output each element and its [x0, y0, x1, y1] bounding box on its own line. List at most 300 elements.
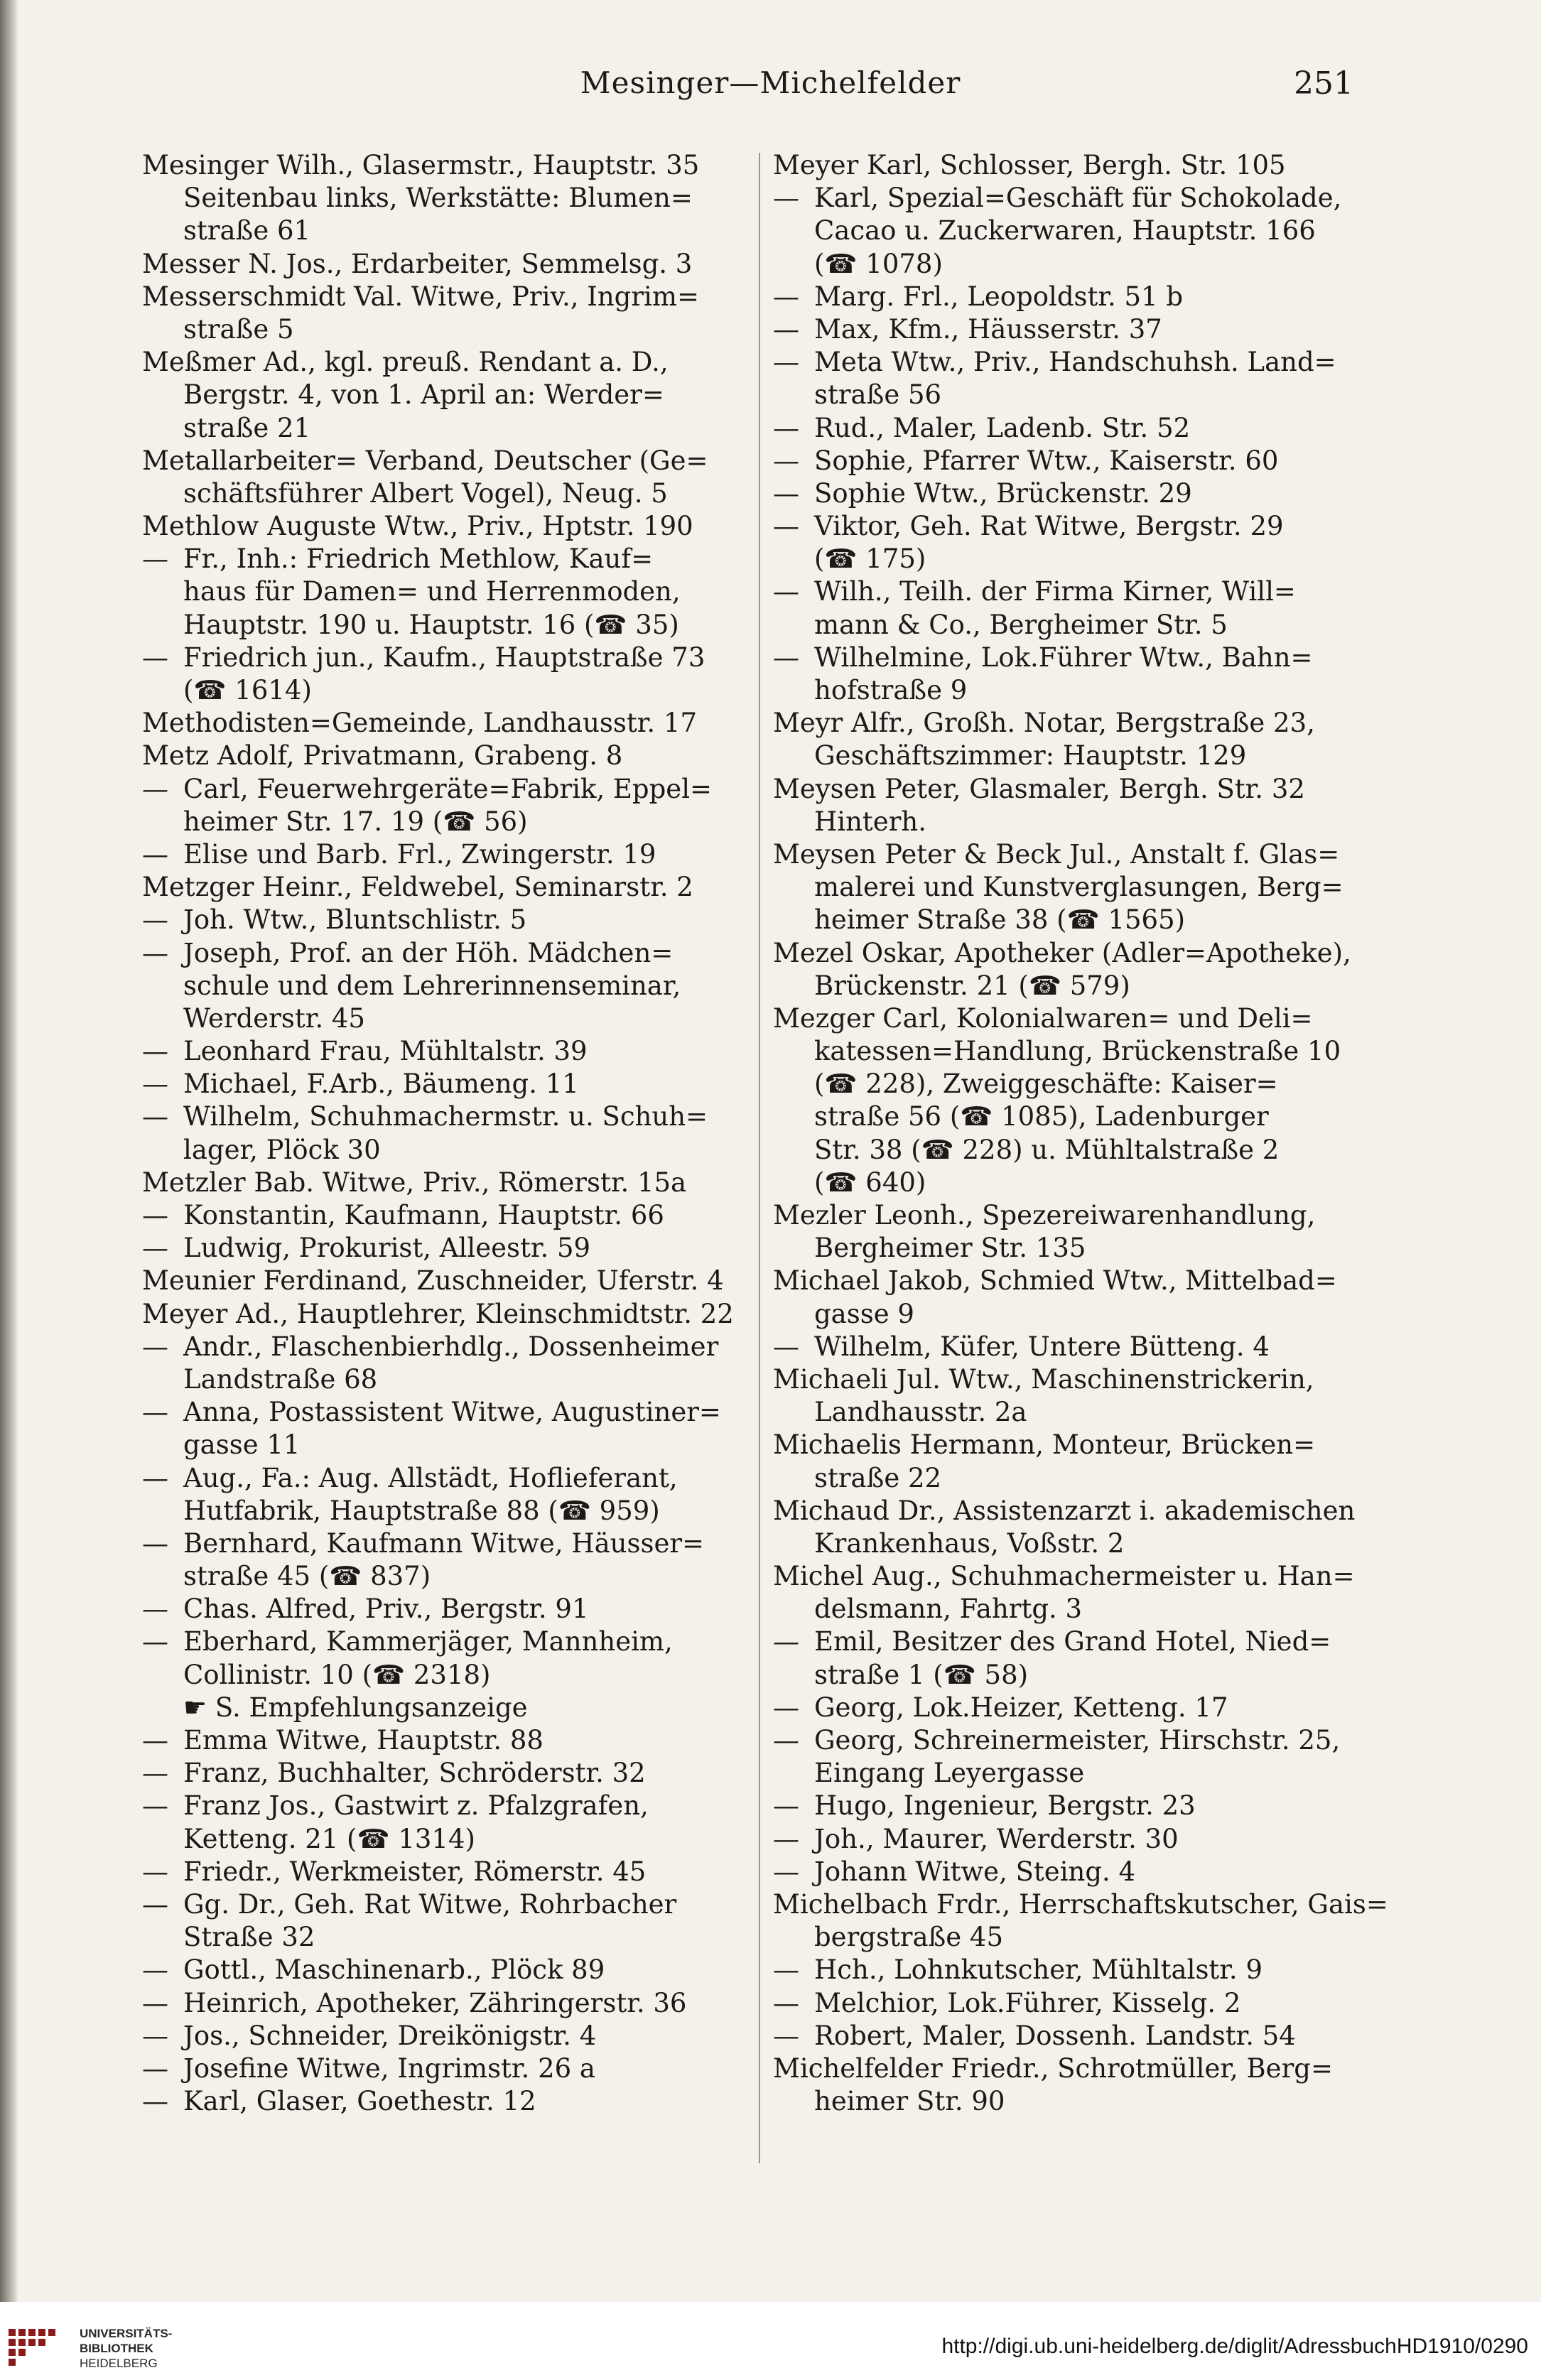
- directory-entry-continuation: [142, 1363, 813, 1396]
- entry-text: Michelbach Frdr., Herrschaftskutscher, Gais=: [773, 1888, 1388, 1920]
- directory-entry-continuation: [773, 2085, 1444, 2118]
- entry-text: Aug., Fa.: Aug. Allstädt, Hoflieferant,: [183, 1462, 678, 1493]
- directory-entry: [773, 1495, 1444, 1527]
- ditto-dash: —: [142, 1036, 168, 1067]
- entry-text: (☎ 1078): [814, 248, 943, 279]
- directory-entry: [773, 707, 1444, 740]
- directory-entry: [142, 248, 813, 281]
- institution-line: UNIVERSITÄTS-: [80, 2327, 173, 2340]
- entry-text: Elise und Barb. Frl., Zwingerstr. 19: [183, 838, 656, 870]
- entry-text: straße 56: [814, 379, 942, 411]
- directory-entry-continuation: [142, 2085, 813, 2118]
- entry-text: katessen=Handlung, Brückenstraße 10: [814, 1036, 1341, 1067]
- entry-text: Friedrich jun., Kaufm., Hauptstraße 73: [183, 642, 705, 673]
- directory-entry-continuation: [142, 904, 813, 936]
- entry-text: haus für Damen= und Herrenmoden,: [183, 576, 681, 607]
- ditto-dash: —: [142, 642, 168, 673]
- entry-text: Ketteng. 21 (☎ 1314): [183, 1823, 475, 1854]
- ditto-dash: —: [773, 1856, 799, 1887]
- directory-entry-continuation: [773, 1790, 1444, 1822]
- ditto-dash: —: [773, 1954, 799, 1986]
- entry-text: Mezler Leonh., Spezereiwarenhandlung,: [773, 1200, 1316, 1230]
- directory-entry-continuation: [773, 871, 1444, 904]
- entry-text: Chas. Alfred, Priv., Bergstr. 91: [183, 1594, 589, 1625]
- directory-entry: [773, 1429, 1444, 1461]
- directory-entry-continuation: [142, 773, 813, 806]
- ditto-dash: —: [773, 1692, 799, 1723]
- ditto-dash: —: [773, 1823, 799, 1854]
- directory-entry: [773, 773, 1444, 806]
- directory-entry-continuation: [142, 1593, 813, 1626]
- directory-entry-continuation: [773, 1396, 1444, 1429]
- footer: [0, 2302, 1541, 2380]
- directory-entry-continuation: [773, 1068, 1444, 1100]
- entry-text: Mezel Oskar, Apotheker (Adler=Apotheke),: [773, 937, 1351, 968]
- ditto-dash: —: [773, 347, 799, 378]
- directory-entry-continuation: [142, 379, 813, 411]
- ditto-dash: —: [142, 1101, 168, 1132]
- entry-text: Joh., Maurer, Werderstr. 30: [814, 1823, 1179, 1854]
- directory-entry-continuation: [773, 904, 1444, 936]
- ditto-dash: —: [142, 773, 168, 804]
- entry-text: Sophie, Pfarrer Wtw., Kaiserstr. 60: [814, 445, 1279, 476]
- entry-text: straße 22: [814, 1462, 942, 1493]
- right-column: [773, 149, 1444, 2118]
- directory-entry: [142, 1265, 813, 1297]
- entry-text: ☛ S. Empfehlungsanzeige: [183, 1692, 528, 1723]
- entry-text: Emma Witwe, Hauptstr. 88: [183, 1725, 544, 1756]
- ditto-dash: —: [142, 1954, 168, 1986]
- directory-entry-continuation: [773, 575, 1444, 608]
- directory-entry: [142, 740, 813, 772]
- directory-entry-continuation: [142, 477, 813, 510]
- directory-entry-continuation: [142, 1134, 813, 1167]
- entry-text: straße 45 (☎ 837): [183, 1561, 431, 1592]
- entry-text: Hch., Lohnkutscher, Mühltalstr. 9: [814, 1954, 1262, 1986]
- entry-text: Johann Witwe, Steing. 4: [814, 1856, 1136, 1887]
- directory-entry-continuation: [773, 182, 1444, 215]
- entry-text: lager, Plöck 30: [183, 1134, 381, 1165]
- directory-entry-continuation: [773, 412, 1444, 445]
- entry-text: Friedr., Werkmeister, Römerstr. 45: [183, 1856, 647, 1887]
- ditto-dash: —: [773, 511, 799, 542]
- directory-entry: [773, 838, 1444, 871]
- directory-entry-continuation: [773, 1757, 1444, 1790]
- directory-entry-continuation: [142, 838, 813, 871]
- directory-entry-continuation: [773, 543, 1444, 575]
- entry-text: Rud., Maler, Ladenb. Str. 52: [814, 412, 1191, 443]
- directory-entry-continuation: [142, 1626, 813, 1658]
- directory-entry-continuation: [142, 2052, 813, 2085]
- source-url[interactable]: http://digi.ub.uni-heidelberg.de/diglit/AdressbuchHD1910/0290: [941, 2335, 1528, 2358]
- directory-entry-continuation: [773, 2020, 1444, 2052]
- ditto-dash: —: [142, 1331, 168, 1362]
- directory-entry: [142, 510, 813, 543]
- entry-text: Konstantin, Kaufmann, Hauptstr. 66: [183, 1200, 664, 1230]
- directory-entry: [142, 1298, 813, 1331]
- directory-entry-continuation: [142, 543, 813, 575]
- entry-text: Ludwig, Prokurist, Alleestr. 59: [183, 1233, 591, 1264]
- entry-text: Gottl., Maschinenarb., Plöck 89: [183, 1954, 605, 1986]
- ditto-dash: —: [773, 576, 799, 607]
- directory-entry-continuation: [142, 575, 813, 608]
- directory-entry-continuation: [142, 1068, 813, 1100]
- ditto-dash: —: [142, 1462, 168, 1493]
- entry-text: Robert, Maler, Dossenh. Landstr. 54: [814, 2020, 1296, 2051]
- entry-text: Franz Jos., Gastwirt z. Pfalzgrafen,: [183, 1790, 649, 1822]
- directory-entry-continuation: [142, 1954, 813, 1986]
- entry-text: Meunier Ferdinand, Zuschneider, Uferstr. 4: [142, 1265, 724, 1297]
- directory-entry-continuation: [142, 1987, 813, 2020]
- directory-entry-continuation: [773, 740, 1444, 772]
- entry-text: Werderstr. 45: [183, 1002, 365, 1034]
- entry-text: Andr., Flaschenbierhdlg., Dossenheimer: [183, 1331, 719, 1362]
- directory-entry-continuation: [773, 477, 1444, 510]
- ditto-dash: —: [142, 1397, 168, 1428]
- directory-entry: [773, 1199, 1444, 1232]
- directory-entry: [773, 1888, 1444, 1921]
- ditto-dash: —: [773, 1987, 799, 2018]
- entry-text: Michel Aug., Schuhmachermeister u. Han=: [773, 1561, 1355, 1592]
- entry-text: Fr., Inh.: Friedrich Methlow, Kauf=: [183, 543, 654, 575]
- directory-entry-continuation: [773, 215, 1444, 247]
- entry-text: Eberhard, Kammerjäger, Mannheim,: [183, 1626, 673, 1657]
- directory-entry-continuation: [773, 1823, 1444, 1856]
- directory-entry: [773, 149, 1444, 182]
- entry-text: Bergheimer Str. 135: [814, 1233, 1086, 1264]
- entry-text: Leonhard Frau, Mühltalstr. 39: [183, 1036, 588, 1067]
- directory-entry-continuation: [773, 1331, 1444, 1363]
- entry-text: Meyr Alfr., Großh. Notar, Bergstraße 23,: [773, 708, 1315, 739]
- directory-entry-continuation: [773, 1921, 1444, 1954]
- directory-entry-continuation: [142, 970, 813, 1002]
- entry-text: (☎ 1614): [183, 675, 312, 705]
- directory-entry-continuation: [773, 1462, 1444, 1495]
- entry-text: Karl, Glaser, Goethestr. 12: [183, 2086, 536, 2117]
- ditto-dash: —: [142, 1594, 168, 1625]
- directory-entry-continuation: [773, 1035, 1444, 1068]
- entry-text: Metallarbeiter= Verband, Deutscher (Ge=: [142, 445, 708, 476]
- entry-text: Geschäftszimmer: Hauptstr. 129: [814, 740, 1247, 772]
- ditto-dash: —: [142, 1758, 168, 1789]
- directory-entry-continuation: [773, 642, 1444, 674]
- directory-entry-continuation: [142, 1921, 813, 1954]
- directory-entry: [773, 2052, 1444, 2085]
- entry-text: delsmann, Fahrtg. 3: [814, 1594, 1083, 1625]
- directory-entry-continuation: [773, 1167, 1444, 1199]
- directory-entry-continuation: [773, 379, 1444, 411]
- entry-text: Meyer Karl, Schlosser, Bergh. Str. 105: [773, 150, 1286, 180]
- entry-text: Krankenhaus, Voßstr. 2: [814, 1527, 1125, 1559]
- directory-entry-continuation: [142, 313, 813, 346]
- directory-entry-continuation: [773, 970, 1444, 1002]
- entry-text: Max, Kfm., Häusserstr. 37: [814, 313, 1162, 345]
- entry-text: straße 5: [183, 313, 294, 345]
- directory-entry-continuation: [773, 674, 1444, 707]
- ditto-dash: —: [773, 477, 799, 509]
- entry-text: (☎ 640): [814, 1167, 926, 1198]
- directory-entry-continuation: [142, 806, 813, 838]
- entry-text: (☎ 228), Zweiggeschäfte: Kaiser=: [814, 1069, 1278, 1100]
- entry-text: Josefine Witwe, Ingrimstr. 26 a: [183, 2052, 595, 2084]
- ditto-dash: —: [773, 412, 799, 443]
- directory-entry: [142, 281, 813, 313]
- entry-text: Michael Jakob, Schmied Wtw., Mittelbad=: [773, 1265, 1337, 1297]
- directory-entry-continuation: [142, 1823, 813, 1856]
- ditto-dash: —: [142, 1987, 168, 2018]
- directory-entry-continuation: [773, 1659, 1444, 1692]
- directory-entry-continuation: [773, 281, 1444, 313]
- directory-entry-continuation: [142, 1856, 813, 1888]
- entry-text: Joh. Wtw., Bluntschlistr. 5: [183, 904, 527, 936]
- ditto-dash: —: [142, 1233, 168, 1264]
- directory-entry-continuation: [142, 1560, 813, 1593]
- entry-text: straße 1 (☎ 58): [814, 1659, 1029, 1690]
- directory-entry-continuation: [142, 937, 813, 970]
- directory-entry-continuation: [773, 1954, 1444, 1986]
- directory-entry-continuation: [142, 1002, 813, 1035]
- entry-text: Landstraße 68: [183, 1363, 378, 1395]
- entry-text: straße 56 (☎ 1085), Ladenburger: [814, 1101, 1269, 1132]
- entry-text: Hutfabrik, Hauptstraße 88 (☎ 959): [183, 1495, 660, 1526]
- left-column: [142, 149, 813, 2118]
- entry-text: heimer Straße 38 (☎ 1565): [814, 904, 1186, 936]
- ditto-dash: —: [142, 2020, 168, 2051]
- entry-text: Joseph, Prof. an der Höh. Mädchen=: [183, 937, 674, 968]
- entry-text: Metz Adolf, Privatmann, Grabeng. 8: [142, 740, 623, 772]
- entry-text: Karl, Spezial=Geschäft für Schokolade,: [814, 183, 1342, 214]
- directory-entry-continuation: [773, 445, 1444, 477]
- directory-entry-continuation: [773, 1626, 1444, 1658]
- directory-entry-continuation: [773, 1100, 1444, 1133]
- ditto-dash: —: [773, 281, 799, 312]
- ditto-dash: —: [142, 543, 168, 575]
- entry-text: Michaelis Hermann, Monteur, Brücken=: [773, 1429, 1316, 1461]
- directory-entry-continuation: [142, 1100, 813, 1133]
- entry-text: straße 21: [183, 412, 311, 443]
- directory-entry-continuation: [142, 1888, 813, 1921]
- directory-entry-continuation: [142, 642, 813, 674]
- ditto-dash: —: [773, 2020, 799, 2051]
- entry-text: Meysen Peter, Glasmaler, Bergh. Str. 32: [773, 773, 1305, 804]
- entry-text: mann & Co., Bergheimer Str. 5: [814, 609, 1228, 640]
- page-number: 251: [1294, 65, 1353, 102]
- entry-text: Cacao u. Zuckerwaren, Hauptstr. 166: [814, 215, 1316, 247]
- institution-line: HEIDELBERG: [80, 2357, 158, 2370]
- directory-entry: [773, 1265, 1444, 1297]
- university-library-logo: [6, 2325, 74, 2371]
- entry-text: Georg, Schreinermeister, Hirschstr. 25,: [814, 1725, 1341, 1756]
- ditto-dash: —: [773, 183, 799, 214]
- directory-entry-continuation: [773, 806, 1444, 838]
- ditto-dash: —: [142, 1069, 168, 1100]
- ditto-dash: —: [142, 1725, 168, 1756]
- directory-entry-continuation: [142, 1035, 813, 1068]
- directory-entry-continuation: [773, 1987, 1444, 2020]
- entry-text: bergstraße 45: [814, 1922, 1004, 1953]
- entry-text: Metzler Bab. Witwe, Priv., Römerstr. 15a: [142, 1167, 687, 1198]
- entry-text: Meta Wtw., Priv., Handschuhsh. Land=: [814, 347, 1336, 378]
- directory-entry-continuation: [773, 248, 1444, 281]
- entry-text: Sophie Wtw., Brückenstr. 29: [814, 477, 1192, 509]
- entry-text: (☎ 175): [814, 543, 926, 575]
- ditto-dash: —: [142, 1527, 168, 1559]
- directory-entry-continuation: [142, 674, 813, 707]
- entry-text: Hauptstr. 190 u. Hauptstr. 16 (☎ 35): [183, 609, 679, 640]
- entry-text: Gg. Dr., Geh. Rat Witwe, Rohrbacher: [183, 1888, 677, 1920]
- ditto-dash: —: [142, 1200, 168, 1230]
- institution-name: [80, 2326, 172, 2371]
- entry-text: Wilhelm, Küfer, Untere Bütteng. 4: [814, 1331, 1270, 1362]
- directory-entry: [773, 1002, 1444, 1035]
- entry-text: Meßmer Ad., kgl. preuß. Rendant a. D.,: [142, 347, 669, 378]
- ditto-dash: —: [142, 904, 168, 936]
- directory-entry-continuation: [142, 2020, 813, 2052]
- entry-text: Landhausstr. 2a: [814, 1397, 1027, 1428]
- entry-text: Metzger Heinr., Feldwebel, Seminarstr. 2: [142, 872, 693, 903]
- entry-text: heimer Str. 90: [814, 2086, 1005, 2117]
- directory-entry-continuation: [142, 1331, 813, 1363]
- directory-entry: [773, 1560, 1444, 1593]
- directory-entry-continuation: [773, 609, 1444, 642]
- entry-text: Mezger Carl, Kolonialwaren= und Deli=: [773, 1002, 1313, 1034]
- scan-edge: [0, 0, 18, 2302]
- entry-text: malerei und Kunstverglasungen, Berg=: [814, 872, 1343, 903]
- entry-text: gasse 9: [814, 1298, 914, 1329]
- ditto-dash: —: [773, 1331, 799, 1362]
- entry-text: Eingang Leyergasse: [814, 1758, 1085, 1789]
- directory-entry-continuation: [142, 1495, 813, 1527]
- ditto-dash: —: [142, 1626, 168, 1657]
- directory-entry: [142, 871, 813, 904]
- entry-text: Methlow Auguste Wtw., Priv., Hptstr. 190: [142, 511, 693, 542]
- directory-entry-continuation: [773, 1232, 1444, 1265]
- entry-text: Meysen Peter & Beck Jul., Anstalt f. Glas=: [773, 838, 1340, 870]
- directory-entry-continuation: [142, 609, 813, 642]
- entry-text: straße 61: [183, 215, 311, 247]
- entry-text: Collinistr. 10 (☎ 2318): [183, 1659, 491, 1690]
- directory-entry: [142, 1167, 813, 1199]
- entry-text: Franz, Buchhalter, Schröderstr. 32: [183, 1758, 646, 1789]
- entry-text: Anna, Postassistent Witwe, Augustiner=: [183, 1397, 721, 1428]
- directory-entry-continuation: [142, 1462, 813, 1495]
- directory-entry-continuation: [142, 1757, 813, 1790]
- entry-text: Viktor, Geh. Rat Witwe, Bergstr. 29: [814, 511, 1284, 542]
- directory-entry: [142, 346, 813, 379]
- entry-text: Str. 38 (☎ 228) u. Mühltalstraße 2: [814, 1134, 1280, 1165]
- entry-text: Meyer Ad., Hauptlehrer, Kleinschmidtstr. 22: [142, 1298, 734, 1329]
- entry-text: Seitenbau links, Werkstätte: Blumen=: [183, 183, 693, 214]
- running-title: Mesinger—Michelfelder: [580, 65, 961, 100]
- entry-text: Wilhelmine, Lok.Führer Wtw., Bahn=: [814, 642, 1313, 673]
- entry-text: Georg, Lok.Heizer, Ketteng. 17: [814, 1692, 1228, 1723]
- ditto-dash: —: [773, 1790, 799, 1822]
- directory-entry: [773, 937, 1444, 970]
- entry-text: gasse 11: [183, 1429, 301, 1461]
- entry-text: Marg. Frl., Leopoldstr. 51 b: [814, 281, 1184, 312]
- ditto-dash: —: [142, 2052, 168, 2084]
- entry-text: Bernhard, Kaufmann Witwe, Häusser=: [183, 1527, 705, 1559]
- directory-entry-continuation: [142, 1659, 813, 1692]
- entry-text: Wilh., Teilh. der Firma Kirner, Will=: [814, 576, 1296, 607]
- entry-text: Hinterh.: [814, 806, 926, 837]
- directory-entry-continuation: [142, 1232, 813, 1265]
- directory-entry-continuation: [773, 1856, 1444, 1888]
- ditto-dash: —: [142, 838, 168, 870]
- directory-entry: [142, 149, 813, 182]
- entry-text: Methodisten=Gemeinde, Landhausstr. 17: [142, 708, 697, 739]
- entry-text: Michelfelder Friedr., Schrotmüller, Berg=: [773, 2052, 1333, 2084]
- directory-entry: [773, 1363, 1444, 1396]
- entry-text: Brückenstr. 21 (☎ 579): [814, 970, 1130, 1001]
- directory-entry-continuation: [773, 1134, 1444, 1167]
- ditto-dash: —: [142, 1888, 168, 1920]
- entry-text: Hugo, Ingenieur, Bergstr. 23: [814, 1790, 1196, 1822]
- entry-text: heimer Str. 17. 19 (☎ 56): [183, 806, 528, 837]
- ditto-dash: —: [773, 1626, 799, 1657]
- directory-entry-continuation: [142, 412, 813, 445]
- entry-text: Emil, Besitzer des Grand Hotel, Nied=: [814, 1626, 1331, 1657]
- entry-text: Wilhelm, Schuhmachermstr. u. Schuh=: [183, 1101, 708, 1132]
- entry-text: schäftsführer Albert Vogel), Neug. 5: [183, 477, 668, 509]
- directory-entry: [142, 445, 813, 477]
- directory-entry-continuation: [773, 313, 1444, 346]
- entry-text: Messer N. Jos., Erdarbeiter, Semmelsg. 3: [142, 248, 693, 279]
- directory-entry-continuation: [773, 1692, 1444, 1724]
- directory-entry-continuation: [773, 1298, 1444, 1331]
- directory-entry-continuation: [142, 1692, 813, 1724]
- directory-entry-continuation: [142, 1790, 813, 1822]
- ditto-dash: —: [142, 1790, 168, 1822]
- entry-text: Heinrich, Apotheker, Zähringerstr. 36: [183, 1987, 687, 2018]
- directory-entry-continuation: [142, 215, 813, 247]
- directory-entry-continuation: [142, 1527, 813, 1560]
- ditto-dash: —: [773, 313, 799, 345]
- entry-text: Melchior, Lok.Führer, Kisselg. 2: [814, 1987, 1241, 2018]
- ditto-dash: —: [773, 1725, 799, 1756]
- entry-text: hofstraße 9: [814, 675, 968, 705]
- directory-entry-continuation: [142, 182, 813, 215]
- entry-text: Jos., Schneider, Dreikönigstr. 4: [183, 2020, 597, 2051]
- entry-text: Mesinger Wilh., Glasermstr., Hauptstr. 35: [142, 150, 700, 180]
- entry-text: Bergstr. 4, von 1. April an: Werder=: [183, 379, 664, 411]
- entry-text: Carl, Feuerwehrgeräte=Fabrik, Eppel=: [183, 773, 713, 804]
- directory-entry: [142, 707, 813, 740]
- directory-entry-continuation: [142, 1199, 813, 1232]
- directory-entry-continuation: [142, 1396, 813, 1429]
- ditto-dash: —: [142, 1856, 168, 1887]
- ditto-dash: —: [773, 445, 799, 476]
- directory-entry-continuation: [142, 1724, 813, 1757]
- institution-line: BIBLIOTHEK: [80, 2342, 153, 2355]
- entry-text: Michaeli Jul. Wtw., Maschinenstrickerin,: [773, 1363, 1314, 1395]
- directory-entry-continuation: [142, 1429, 813, 1461]
- directory-entry-continuation: [773, 1724, 1444, 1757]
- directory-entry-continuation: [773, 510, 1444, 543]
- entry-text: schule und dem Lehrerinnenseminar,: [183, 970, 681, 1001]
- ditto-dash: —: [142, 2086, 168, 2117]
- entry-text: Straße 32: [183, 1922, 315, 1953]
- entry-text: Messerschmidt Val. Witwe, Priv., Ingrim=: [142, 281, 699, 312]
- ditto-dash: —: [773, 642, 799, 673]
- column-divider: [759, 153, 760, 2163]
- directory-entry-continuation: [773, 1527, 1444, 1560]
- directory-entry-continuation: [773, 346, 1444, 379]
- entry-text: Michaud Dr., Assistenzarzt i. akademischen: [773, 1495, 1356, 1526]
- ditto-dash: —: [142, 937, 168, 968]
- entry-text: Michael, F.Arb., Bäumeng. 11: [183, 1069, 579, 1100]
- directory-entry-continuation: [773, 1593, 1444, 1626]
